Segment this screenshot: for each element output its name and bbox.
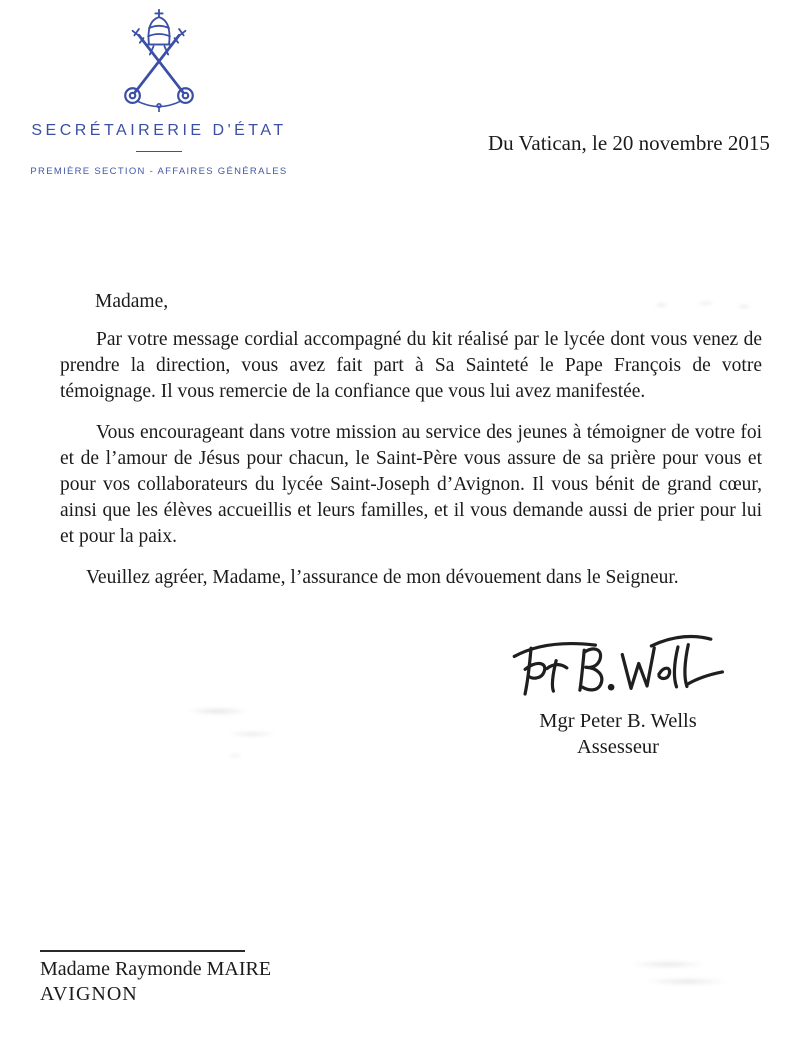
letter-body (60, 289, 762, 591)
signatory-title: Assesseur (577, 736, 659, 758)
body-paragraph-2: Vous encourageant dans votre mission au service des jeunes à témoigner de votre foi et de l’amour de Jésus pour chacun, le Saint-Père vous assure de sa prière pour vous et pour vos collaborateurs du lycée Saint-Joseph d’Avignon. Il vous bénit de grand cœur, ainsi que les élèves accueillis et leurs familles, et il vous demande aussi de prier pour lui et pour la paix. (60, 422, 762, 547)
recipient-city: AVIGNON (40, 983, 138, 1005)
salutation: Madame, (95, 291, 169, 312)
body-paragraph-1: Par votre message cordial accompagné du kit réalisé par le lycée dont vous venez de prendre la direction, vous avez fait part à Sa Sainteté le Pape François de votre témoignage. Il vous remercie de la confiance que vous lui avez manifestée. (60, 329, 762, 402)
letterhead-section-title: PREMIÈRE SECTION - AFFAIRES GÉNÉRALES (30, 166, 288, 177)
recipient-underline (40, 950, 245, 952)
letterhead-org-title: SECRÉTAIRERIE D'ÉTAT (31, 122, 287, 139)
scan-artifact (150, 700, 320, 762)
vatican-emblem-icon (113, 8, 205, 112)
letterhead-divider (136, 151, 182, 152)
scan-artifact (585, 953, 770, 991)
closing-line: Veuillez agréer, Madame, l’assurance de mon dévouement dans le Seigneur. (86, 567, 679, 588)
signatory-name: Mgr Peter B. Wells (539, 710, 697, 732)
recipient-block (40, 950, 271, 1007)
handwritten-signature (502, 628, 734, 708)
dateline: Du Vatican, le 20 novembre 2015 (488, 131, 770, 155)
signature-block (468, 632, 768, 760)
recipient-name: Madame Raymonde MAIRE (40, 958, 272, 980)
letterhead (28, 8, 290, 177)
